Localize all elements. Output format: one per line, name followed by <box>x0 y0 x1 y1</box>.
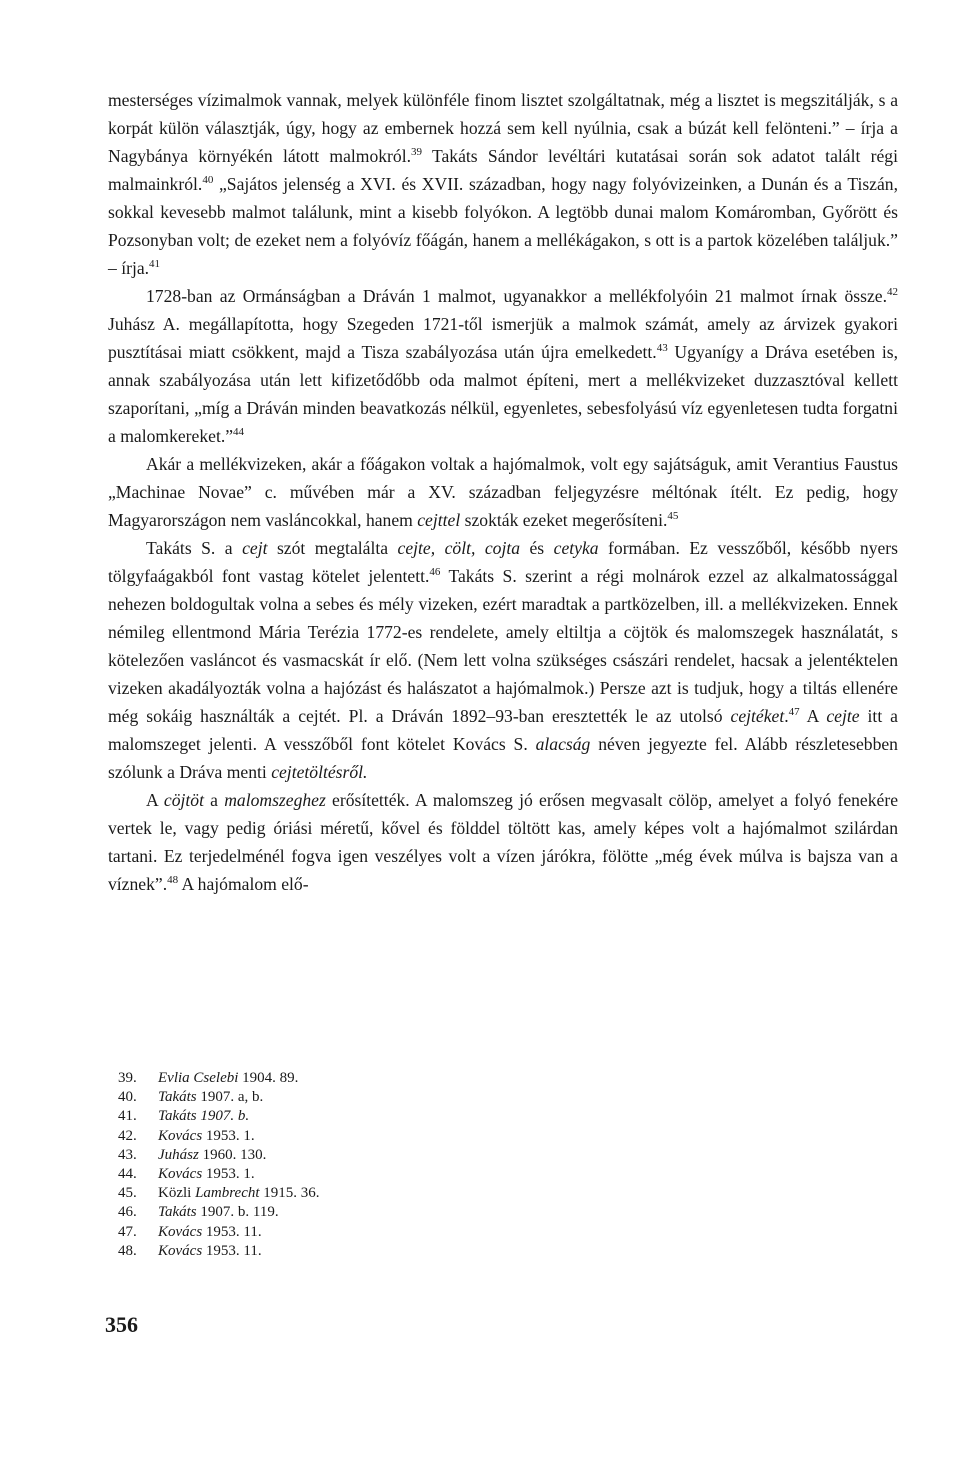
text-segment: Takáts Sándor levéltári kutatásai során sok adatot talált régi malmainkról. <box>108 146 898 194</box>
footnote-ref: 42 <box>887 286 898 299</box>
text-segment: 1728-ban az Ormánságban a Dráván 1 malmot, ugyanakkor a mellékfolyóin 21 malmot írnak össze. <box>146 286 887 306</box>
text-segment: A hajómalom elő- <box>178 874 309 894</box>
text-segment: 1953. 1. <box>202 1166 255 1183</box>
footnotes <box>118 1069 618 1261</box>
paragraph <box>108 534 898 786</box>
text-segment: A <box>146 790 164 810</box>
footnote-ref: 45 <box>667 510 679 523</box>
text-segment: 1953. 1. <box>202 1127 255 1144</box>
italic-text: Kovács <box>158 1223 203 1240</box>
footnote-item <box>118 1069 618 1088</box>
italic-text: cejttel <box>417 510 461 530</box>
text-segment: a <box>204 790 225 810</box>
footnote-ref: 48 <box>167 874 179 887</box>
footnote-number: 40. <box>118 1089 137 1106</box>
text-segment: itt a malomszeget jelenti. A vesszőből font kötelet Kovács S. <box>108 706 898 754</box>
paragraph <box>108 450 898 534</box>
text-segment: 1907. b. 119. <box>196 1204 279 1221</box>
text-segment: szokták ezeket megerősíteni. <box>460 510 668 530</box>
footnote-ref: 41 <box>149 258 161 271</box>
italic-text: Takáts <box>158 1089 197 1106</box>
text-segment: 1953. 11. <box>202 1223 262 1240</box>
text-segment: 1953. 11. <box>202 1242 262 1259</box>
text-segment: A <box>799 706 827 726</box>
footnote-number: 41. <box>118 1108 137 1125</box>
italic-text: cejtetöltésről. <box>271 762 368 782</box>
italic-text: Takáts 1907. b. <box>158 1108 250 1125</box>
text-segment: Takáts S. szerint a régi molnárok ezzel az alkalmatossággal nehezen boldogultak volna a sebes és mély vizeken, ezért maradtak a partközelben, ill. a mellékvizeken. Ennek némileg ellentmond Mária Terézia 1772-es rendelete, amely eltiltja a cöjtök és malomszegek használatát, s kötelezően vasláncot és vasmacskát ír elő. (Nem lett volna szükséges császári rendelet, hacsak a jelentéktelen vizeken akadályozták volna a hajózást és halászatot a hajómalmok.) Persze azt is tudjuk, hogy a tiltás ellenére még sokáig használták a cejtét. Pl. a Dráván 1892–93-ban eresztették le az utolsó <box>108 566 898 726</box>
footnote-item <box>118 1088 618 1107</box>
footnote-number: 45. <box>118 1185 137 1202</box>
footnote-item <box>118 1146 618 1165</box>
italic-text: malomszeghez <box>224 790 326 810</box>
text-segment: Takáts S. a <box>146 538 243 558</box>
italic-text: Evlia Cselebi <box>158 1070 239 1086</box>
text-segment: Akár a mellékvizeken, akár a főágakon voltak a hajómalmok, volt egy sajátságuk, amit Verantius Faustus „Machinae Novae” c. művében már a XV. században feljegyzésre méltónak ítélt. Ez pedig, hogy Magyarországon nem vasláncokkal, hanem <box>108 454 898 530</box>
italic-text: alacság <box>535 734 591 754</box>
footnote-number: 48. <box>118 1242 137 1259</box>
italic-text: Kovács <box>158 1127 203 1144</box>
footnote-item <box>118 1165 618 1184</box>
text-segment: mesterséges vízimalmok vannak, melyek különféle finom lisztet szolgáltatnak, még a lisztet is megszitálják, s a korpát külön választják, úgy, hogy az embernek hozzá sem kell nyúlnia, csak a búzát kell felönteni.” – írja a Nagybánya környékén látott malmokról. <box>108 90 898 166</box>
text-segment: formában. Ez vesszőből, később nyers tölgyfaágakból font vastag kötelet jelentett. <box>108 538 899 586</box>
text-segment: . <box>784 706 789 726</box>
footnote-ref: 47 <box>788 706 800 719</box>
italic-text: Kovács <box>158 1242 203 1259</box>
italic-text: Juhász <box>158 1146 199 1163</box>
italic-text: cejt <box>242 538 268 558</box>
page-number: 356 <box>105 1312 138 1337</box>
text-segment: 1915. 36. <box>259 1185 320 1202</box>
footnote-number: 44. <box>118 1166 137 1183</box>
text-segment: szót megtalálta <box>267 538 398 558</box>
text-segment: néven jegyezte fel. Alább részletesebben szólunk a Dráva menti <box>108 734 898 782</box>
italic-text: cöjtöt <box>163 790 204 810</box>
footnote-item <box>118 1127 618 1146</box>
footnote-item <box>118 1223 618 1242</box>
footnote-item <box>118 1203 618 1222</box>
footnote-item <box>118 1242 618 1261</box>
italic-text: cejtéket <box>730 706 785 726</box>
text-segment: 1960. 130. <box>198 1146 267 1163</box>
main-text <box>108 86 898 898</box>
footnote-ref: 39 <box>411 146 422 159</box>
text-segment: 1907. a, b. <box>196 1089 264 1106</box>
footnote-ref: 46 <box>429 566 441 579</box>
footnote-number: 39. <box>118 1070 137 1086</box>
footnote-ref: 40 <box>202 174 214 187</box>
text-segment: Közli <box>158 1185 196 1202</box>
italic-text: Kovács <box>158 1166 203 1183</box>
text-segment: „Sajátos jelenség a XVI. és XVII. században, hogy nagy folyóvizeinken, a Dunán és a Tiszán, sokkal kevesebb malmot találunk, mint a kisebb folyókon. A legtöbb dunai malom Komáromban, Győrött és Pozsonyban volt; de ezeket nem a folyóvíz főágán, hanem a mellékágakon, s ott is a partok közelében találjuk.” – írja. <box>108 174 898 278</box>
footnote-ref: 44 <box>233 426 245 439</box>
italic-text: Lambrecht <box>195 1185 260 1202</box>
italic-text: cetyka <box>553 538 599 558</box>
text-segment: Ugyanígy a Dráva esetében is, annak szabályozása után lett kifizetődőbb oda malmot építeni, mert a mellékvizeket duzzasztóval kellett szaporítani, „míg a Dráván minden beavatkozás nélkül, egyenletes, sebesfolyású víz egyenletesen tudta forgatni a malomkereket.” <box>108 342 898 446</box>
footnote-number: 42. <box>118 1127 137 1144</box>
paragraph <box>108 786 898 898</box>
paragraph <box>108 86 898 282</box>
paragraph <box>108 282 898 450</box>
footnote-item <box>118 1184 618 1203</box>
text-segment: Juhász A. megállapította, hogy Szegeden 1721-től ismerjük a malmok számát, amely az árvizek gyakori pusztításai miatt csökkent, majd a Tisza szabályozása után újra emelkedett. <box>108 314 898 362</box>
italic-text: cejte <box>826 706 860 726</box>
footnote-item <box>118 1107 618 1126</box>
text-segment: erősítették. A malomszeg jó erősen megvasalt cölöp, amelyet a folyó fenekére vertek le, vagy pedig óriási méretű, kővel és földdel töltött kas, amely képes volt a hajómalmot szilárdan tartani. Ez terjedelménél fogva igen veszélyes volt a vízen járókra, fölötte „még évek múlva is bajsza van a víznek”. <box>108 790 899 894</box>
text-segment: és <box>520 538 554 558</box>
italic-text: Takáts <box>158 1204 197 1221</box>
footnote-ref: 43 <box>656 342 668 355</box>
footnote-number: 43. <box>118 1146 137 1163</box>
text-segment: 1904. 89. <box>238 1070 299 1086</box>
footnote-number: 47. <box>118 1223 137 1240</box>
italic-text: cejte, cölt, cojta <box>397 538 521 558</box>
footnote-number: 46. <box>118 1204 137 1221</box>
